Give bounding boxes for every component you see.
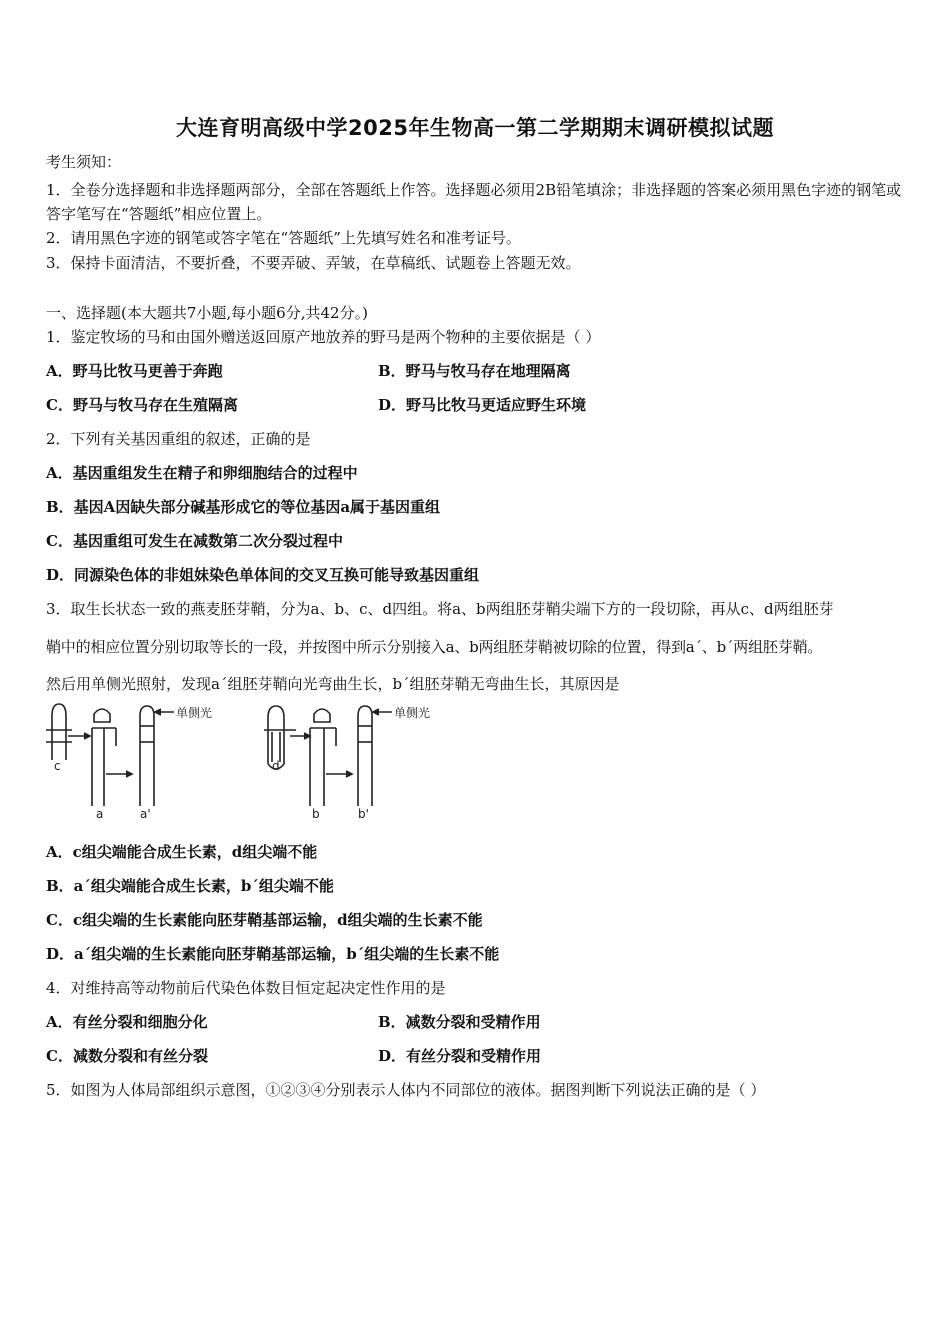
coleoptile-a-prime	[140, 706, 154, 806]
q3-option-d: D．a´组尖端的生长素能向胚芽鞘基部运输，b´组尖端的生长素不能	[46, 945, 500, 963]
q4-option-b: B．减数分裂和受精作用	[378, 1013, 541, 1031]
label-c: c	[54, 759, 61, 773]
q1-option-c: C．野马与牧马存在生殖隔离	[46, 396, 238, 414]
notice-item-3: 3．保持卡面清洁，不要折叠，不要弄破、弄皱，在草稿纸、试题卷上答题无效。	[46, 254, 581, 272]
label-a: a	[96, 807, 104, 821]
question-1-stem: 1．鉴定牧场的马和由国外赠送返回原产地放养的野马是两个物种的主要依据是（ ）	[46, 328, 601, 346]
q4-option-a: A．有丝分裂和细胞分化	[46, 1013, 208, 1031]
coleoptile-b	[310, 728, 336, 806]
question-3-stem-line-3: 然后用单侧光照射，发现a´组胚芽鞘向光弯曲生长，b´组胚芽鞘无弯曲生长，其原因是	[46, 675, 620, 693]
q1-option-d: D．野马比牧马更适应野生环境	[378, 396, 587, 414]
notice-item-2: 2．请用黑色字迹的钢笔或答字笔在“答题纸”上先填写姓名和准考证号。	[46, 229, 521, 247]
question-4-stem: 4．对维持高等动物前后代染色体数目恒定起决定性作用的是	[46, 979, 446, 997]
q2-option-c: C．基因重组可发生在减数第二次分裂过程中	[46, 532, 343, 550]
question-2-stem: 2．下列有关基因重组的叙述，正确的是	[46, 430, 311, 448]
page-title: 大连育明高级中学2025年生物高一第二学期期末调研模拟试题	[176, 116, 774, 140]
coleoptile-c	[52, 704, 66, 760]
question-3-stem-line-2: 鞘中的相应位置分别切取等长的一段，并按图中所示分别接入a、b两组胚芽鞘被切除的位置，得到a´、b´两组胚芽鞘。	[46, 638, 823, 656]
q1-option-b: B．野马与牧马存在地理隔离	[378, 362, 571, 380]
tip-b	[314, 709, 330, 722]
q3-option-b: B．a´组尖端能合成生长素，b´组尖端不能	[46, 877, 334, 895]
coleoptile-b-prime	[358, 706, 372, 806]
light-label-2: 单侧光	[394, 706, 431, 720]
notice-heading: 考生须知：	[46, 153, 122, 171]
label-b-prime: b'	[358, 807, 369, 821]
q3-option-c: C．c组尖端的生长素能向胚芽鞘基部运输，d组尖端的生长素不能	[46, 911, 483, 929]
notice-item-1: 1．全卷分选择题和非选择题两部分，全部在答题纸上作答。选择题必须用2B铅笔填涂；非选择题的答案必须用黑色字迹的钢笔或答字笔写在“答题纸”相应位置上。	[46, 181, 902, 223]
q2-option-a: A．基因重组发生在精子和卵细胞结合的过程中	[46, 464, 358, 482]
light-label-1: 单侧光	[176, 706, 213, 720]
q3-option-a: A．c组尖端能合成生长素，d组尖端不能	[46, 843, 318, 861]
tip-a	[94, 709, 110, 722]
label-b: b	[312, 807, 320, 821]
coleoptile-experiment-figure	[46, 702, 466, 824]
label-a-prime: a'	[140, 807, 151, 821]
q1-option-a: A．野马比牧马更善于奔跑	[46, 362, 223, 380]
q2-option-b: B．基因A因缺失部分碱基形成它的等位基因a属于基因重组	[46, 498, 441, 516]
q4-option-c: C．减数分裂和有丝分裂	[46, 1047, 208, 1065]
question-5-stem: 5．如图为人体局部组织示意图，①②③④分别表示人体内不同部位的液体。据图判断下列说法正确的是（ ）	[46, 1081, 766, 1099]
question-3-stem-line-1: 3．取生长状态一致的燕麦胚芽鞘，分为a、b、c、d四组。将a、b两组胚芽鞘尖端下方的一段切除，再从c、d两组胚芽	[46, 600, 834, 618]
q4-option-d: D．有丝分裂和受精作用	[378, 1047, 542, 1065]
q2-option-d: D．同源染色体的非姐妹染色单体间的交叉互换可能导致基因重组	[46, 566, 480, 584]
label-d: d	[272, 759, 280, 773]
coleoptile-a	[92, 728, 116, 806]
section-heading: 一、选择题(本大题共7小题,每小题6分,共42分。)	[46, 304, 368, 322]
